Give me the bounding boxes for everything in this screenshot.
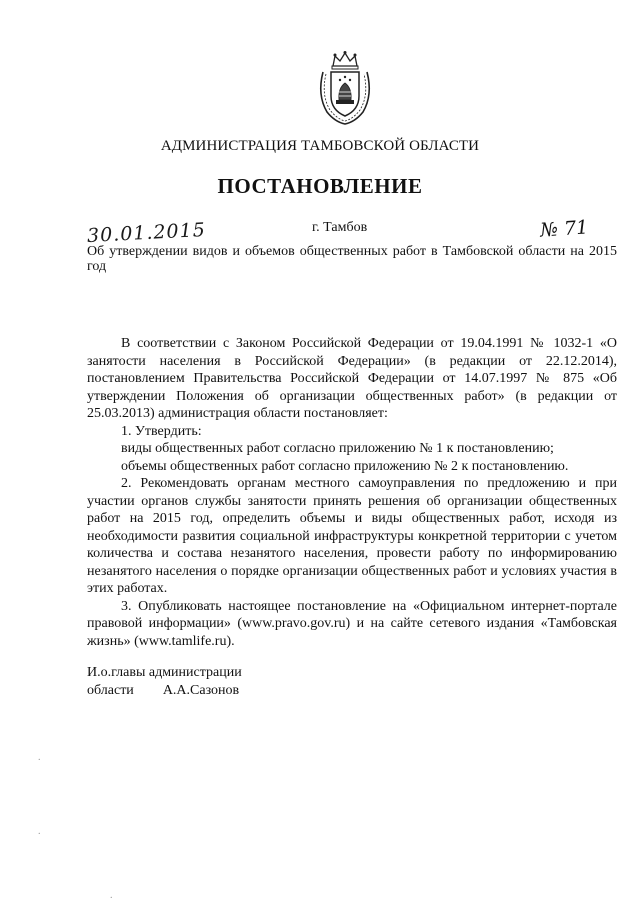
- item-1-line-2: объемы общественных работ согласно приложению № 2 к постановлению.: [121, 458, 569, 474]
- signatory-name: А.А.Сазонов: [162, 683, 240, 698]
- item-3-paragraph: 3. Опубликовать настоящее постановление на «Официальном интернет-портале правовой информации» (www.pravo.gov.ru) и на сайте сетевого издания «Тамбовская жизнь» (www.tamlife.ru).: [87, 598, 617, 649]
- signature-block: [87, 664, 242, 700]
- organization-name: АДМИНИСТРАЦИЯ ТАМБОВСКОЙ ОБЛАСТИ: [160, 138, 480, 154]
- scan-speck: .: [38, 826, 41, 837]
- item-1-title: 1. Утвердить:: [121, 423, 202, 439]
- item-2-paragraph: 2. Рекомендовать органам местного самоуправления по предложению и при участии органов службы занятости принять решения об организации общественных работ на 2015 год, определить объемы и виды общественных работ, исходя из необходимости развития социальной инфраструктуры конкретной территории с учетом количества и состава незанятого населения, провести работу по информированию незанятого населения о порядке организации общественных работ и условиях участия в этих работах.: [87, 476, 617, 596]
- document-type-title: ПОСТАНОВЛЕНИЕ: [217, 174, 423, 198]
- signatory-position-line-1: И.о.главы администрации: [87, 665, 242, 680]
- document-body: [87, 335, 617, 650]
- tambov-coat-of-arms-icon: [313, 50, 377, 126]
- document-subject: Об утверждении видов и объемов общественных работ в Тамбовской области на 2015 год: [87, 244, 617, 274]
- item-1-line-1: виды общественных работ согласно приложению № 1 к постановлению;: [121, 441, 554, 456]
- signatory-position-line-2: [87, 682, 242, 700]
- handwritten-document-number: № 71: [539, 216, 589, 242]
- scan-speck: .: [38, 752, 41, 763]
- preamble-paragraph: В соответствии с Законом Российской Федерации от 19.04.1991 № 1032-1 «О занятости населения в Российской Федерации» (в редакции от 22.12.2014), постановлением Правительства Российской Федерации от 14.07.1997 № 875 «Об утверждении Положения об организации общественных работ» (в редакции от 25.03.2013) администрация области постановляет:: [87, 336, 617, 421]
- city-name: г. Тамбов: [312, 220, 368, 235]
- handwritten-date: 30.01.2015: [86, 218, 207, 248]
- signatory-position-word: области: [87, 683, 134, 698]
- scan-speck: .: [110, 890, 113, 901]
